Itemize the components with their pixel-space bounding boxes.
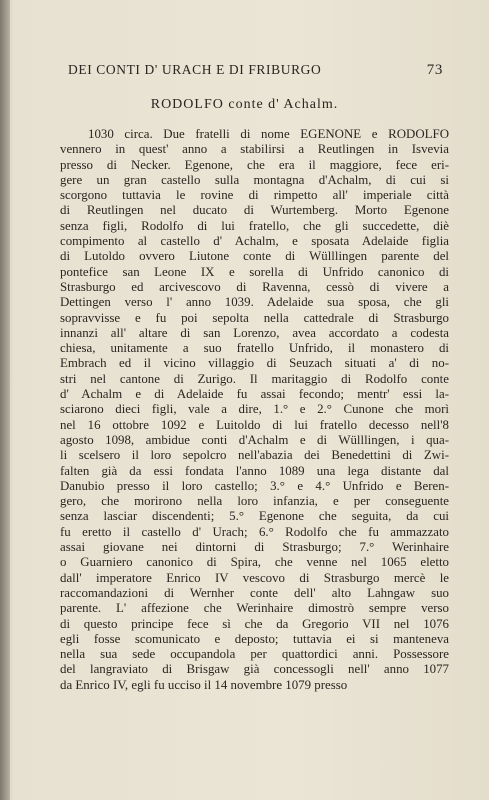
- text-line: raccomandazioni di Wernher conte dell' alto Lahngaw suo: [60, 585, 449, 600]
- section-title: RODOLFO conte d' Achalm.: [150, 97, 339, 112]
- text-line: di questo principe fece sì che da Gregorio VII nel 1076: [60, 616, 449, 631]
- text-line: presso di Necker. Egenone, che era il maggiore, fece eri-: [60, 157, 449, 172]
- text-line: da Enrico IV, egli fu ucciso il 14 novembre 1079 presso: [60, 677, 348, 692]
- text-line: sciarono dieci figli, vale a dire, 1.° e 2.° Cunone che morì: [60, 402, 449, 417]
- text-line: senza lasciar discendenti; 5.° Egenone che seguita, da cui: [60, 509, 449, 524]
- text-line: agosto 1098, ambidue conti d'Achalm e di Wülllingen, i qua-: [60, 432, 449, 447]
- body-text: [60, 127, 449, 693]
- text-line: li scelsero il loro sepolcro nell'abazia dei Benedettini di Zwi-: [60, 448, 449, 463]
- text-line: parente. L' affezione che Werinhaire dimostrò sempre verso: [60, 601, 449, 616]
- text-line: Danubio presso il loro castello; 3.° e 4.° Unfrido e Beren-: [60, 478, 449, 493]
- text-line: pontefice san Leone IX e sorella di Unfrido canonico di: [60, 264, 449, 279]
- text-line: Embrach ed il vicino villaggio di Seuzach situati a' di no-: [60, 356, 449, 371]
- running-head-title: DEI CONTI D' URACH E DI FRIBURGO: [68, 62, 322, 77]
- text-line: gere un gran castello sulla montagna d'Achalm, di cui si: [60, 172, 449, 187]
- text-line: fu eretto il castello d' Urach; 6.° Rodolfo che fu ammazzato: [60, 524, 449, 539]
- text-line: chiesa, unitamente a suo fratello Unfrido, il monastero di: [60, 341, 449, 356]
- text-line: senza figli, Rodolfo di lui fratello, che gli succedette, diè: [60, 218, 449, 233]
- text-line: egli fosse scomunicato e deposto; tuttavia ei si manteneva: [60, 631, 449, 646]
- text-line: gero, che morirono nella loro infanzia, e per conseguente: [60, 494, 449, 509]
- text-line: sopravvisse e fu poi sepolta nella cattedrale di Strasburgo: [60, 310, 449, 325]
- text-line: del langraviato di Brisgaw già concessogli nell' anno 1077: [60, 662, 449, 677]
- running-head: [68, 62, 443, 79]
- text-line: nel 16 ottobre 1092 e Luitoldo di lui fratello decesso nell'8: [60, 417, 449, 432]
- text-line: d' Achalm e di Adelaide fu assai fecondo; mentr' essi la-: [60, 387, 449, 402]
- text-line: compimento al castello d' Achalm, e sposata Adelaide figlia: [60, 234, 449, 249]
- text-line: nella sua sede occupandola per quattordici anni. Possessore: [60, 647, 449, 662]
- text-line: stri nel cantone di Zurigo. Il maritaggio di Rodolfo conte: [60, 371, 449, 386]
- text-line: scorgono tuttavia le rovine di rimpetto all' imperiale città: [60, 188, 449, 203]
- text-line: assai giovane nei dintorni di Strasburgo; 7.° Werinhaire: [60, 540, 449, 555]
- text-line: di Reutlingen nel ducato di Wurtemberg. Morto Egenone: [60, 203, 449, 218]
- text-line: falten già da essi fondata l'anno 1089 una lega distante dal: [60, 463, 449, 478]
- text-line: di Lutoldo ovvero Liutone conte di Wülllingen parente del: [60, 249, 449, 264]
- text-line: vennero in quest' anno a stabilirsi a Reutlingen in Isvevia: [60, 142, 449, 157]
- page-gutter-shadow: [0, 0, 10, 800]
- text-line: Dettingen verso l' anno 1039. Adelaide sua sposa, che gli: [60, 295, 449, 310]
- page-number: 73: [426, 62, 443, 78]
- text-line: o Guarniero canonico di Spira, che venne nel 1065 eletto: [60, 555, 449, 570]
- text-line: 1030 circa. Due fratelli di nome EGENONE e RODOLFO: [88, 127, 449, 141]
- text-line: dall' imperatore Enrico IV vescovo di Strasburgo mercè le: [60, 570, 449, 585]
- text-line: innanzi all' altare di san Lorenzo, avea accordato a codesta: [60, 325, 449, 340]
- text-line: Strasburgo ed arcivescovo di Ravenna, cessò di vivere a: [60, 279, 449, 294]
